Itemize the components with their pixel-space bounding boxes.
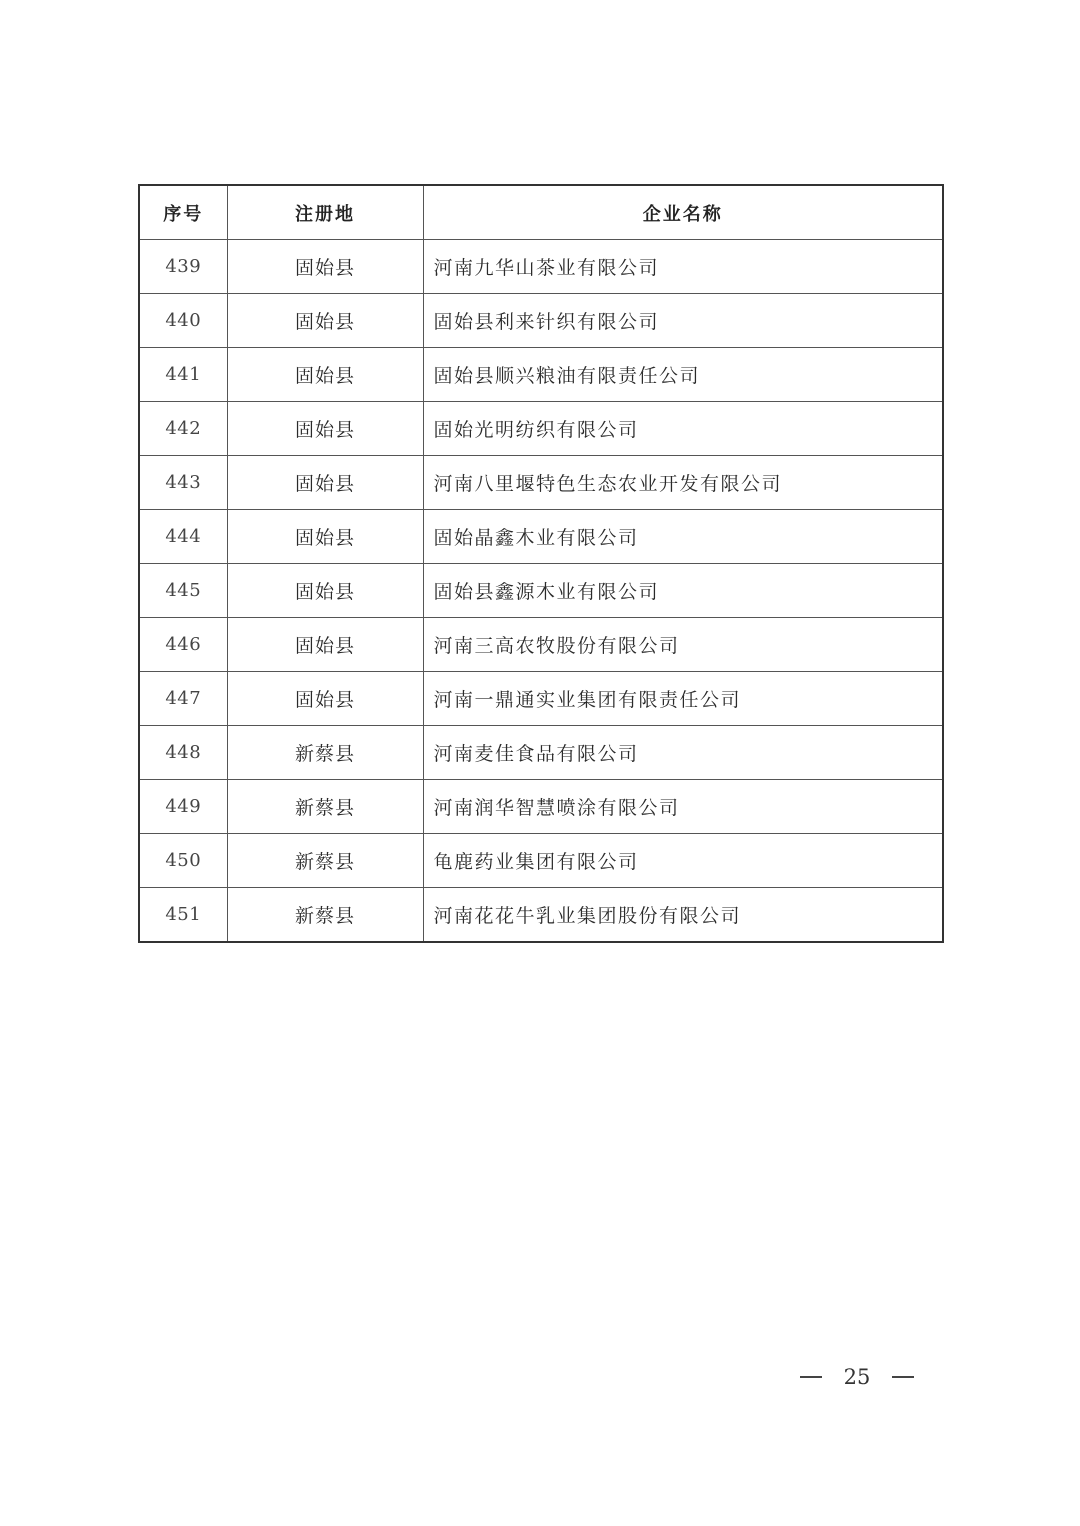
row-index: 448 xyxy=(139,726,227,780)
row-index: 439 xyxy=(139,240,227,294)
table-header-row xyxy=(139,185,943,240)
row-company: 河南九华山茶业有限公司 xyxy=(423,240,943,294)
table-row xyxy=(139,456,943,510)
row-index: 444 xyxy=(139,510,227,564)
row-region: 固始县 xyxy=(227,240,423,294)
header-index: 序号 xyxy=(139,185,227,240)
row-company: 固始光明纺织有限公司 xyxy=(423,402,943,456)
company-table xyxy=(138,184,944,943)
page-number-dash-right xyxy=(892,1376,914,1378)
row-company: 固始晶鑫木业有限公司 xyxy=(423,510,943,564)
row-index: 445 xyxy=(139,564,227,618)
table-row xyxy=(139,402,943,456)
row-region: 固始县 xyxy=(227,618,423,672)
header-region: 注册地 xyxy=(227,185,423,240)
row-index: 451 xyxy=(139,888,227,943)
table-row xyxy=(139,240,943,294)
row-company: 河南三高农牧股份有限公司 xyxy=(423,618,943,672)
row-region: 固始县 xyxy=(227,510,423,564)
row-region: 固始县 xyxy=(227,456,423,510)
row-company: 河南花花牛乳业集团股份有限公司 xyxy=(423,888,943,943)
row-company: 河南八里堰特色生态农业开发有限公司 xyxy=(423,456,943,510)
row-region: 固始县 xyxy=(227,672,423,726)
table-row xyxy=(139,294,943,348)
row-index: 449 xyxy=(139,780,227,834)
row-company: 河南润华智慧喷涂有限公司 xyxy=(423,780,943,834)
page-number-value: 25 xyxy=(843,1365,871,1389)
row-index: 450 xyxy=(139,834,227,888)
table-row xyxy=(139,510,943,564)
row-company: 固始县顺兴粮油有限责任公司 xyxy=(423,348,943,402)
row-region: 新蔡县 xyxy=(227,834,423,888)
row-company: 河南麦佳食品有限公司 xyxy=(423,726,943,780)
header-company: 企业名称 xyxy=(423,185,943,240)
row-region: 固始县 xyxy=(227,348,423,402)
row-region: 固始县 xyxy=(227,294,423,348)
table-row xyxy=(139,672,943,726)
table-row xyxy=(139,618,943,672)
row-index: 443 xyxy=(139,456,227,510)
table-row xyxy=(139,834,943,888)
table-row xyxy=(139,888,943,943)
row-region: 新蔡县 xyxy=(227,726,423,780)
table-row xyxy=(139,564,943,618)
row-company: 固始县鑫源木业有限公司 xyxy=(423,564,943,618)
row-region: 固始县 xyxy=(227,402,423,456)
row-company: 龟鹿药业集团有限公司 xyxy=(423,834,943,888)
row-index: 440 xyxy=(139,294,227,348)
row-index: 447 xyxy=(139,672,227,726)
row-region: 固始县 xyxy=(227,564,423,618)
page-number xyxy=(800,1362,914,1392)
page-number-dash-left xyxy=(800,1376,822,1378)
row-index: 446 xyxy=(139,618,227,672)
row-company: 固始县利来针织有限公司 xyxy=(423,294,943,348)
table-row xyxy=(139,726,943,780)
row-region: 新蔡县 xyxy=(227,888,423,943)
row-index: 442 xyxy=(139,402,227,456)
table-row xyxy=(139,348,943,402)
row-region: 新蔡县 xyxy=(227,780,423,834)
table-row xyxy=(139,780,943,834)
row-company: 河南一鼎通实业集团有限责任公司 xyxy=(423,672,943,726)
row-index: 441 xyxy=(139,348,227,402)
